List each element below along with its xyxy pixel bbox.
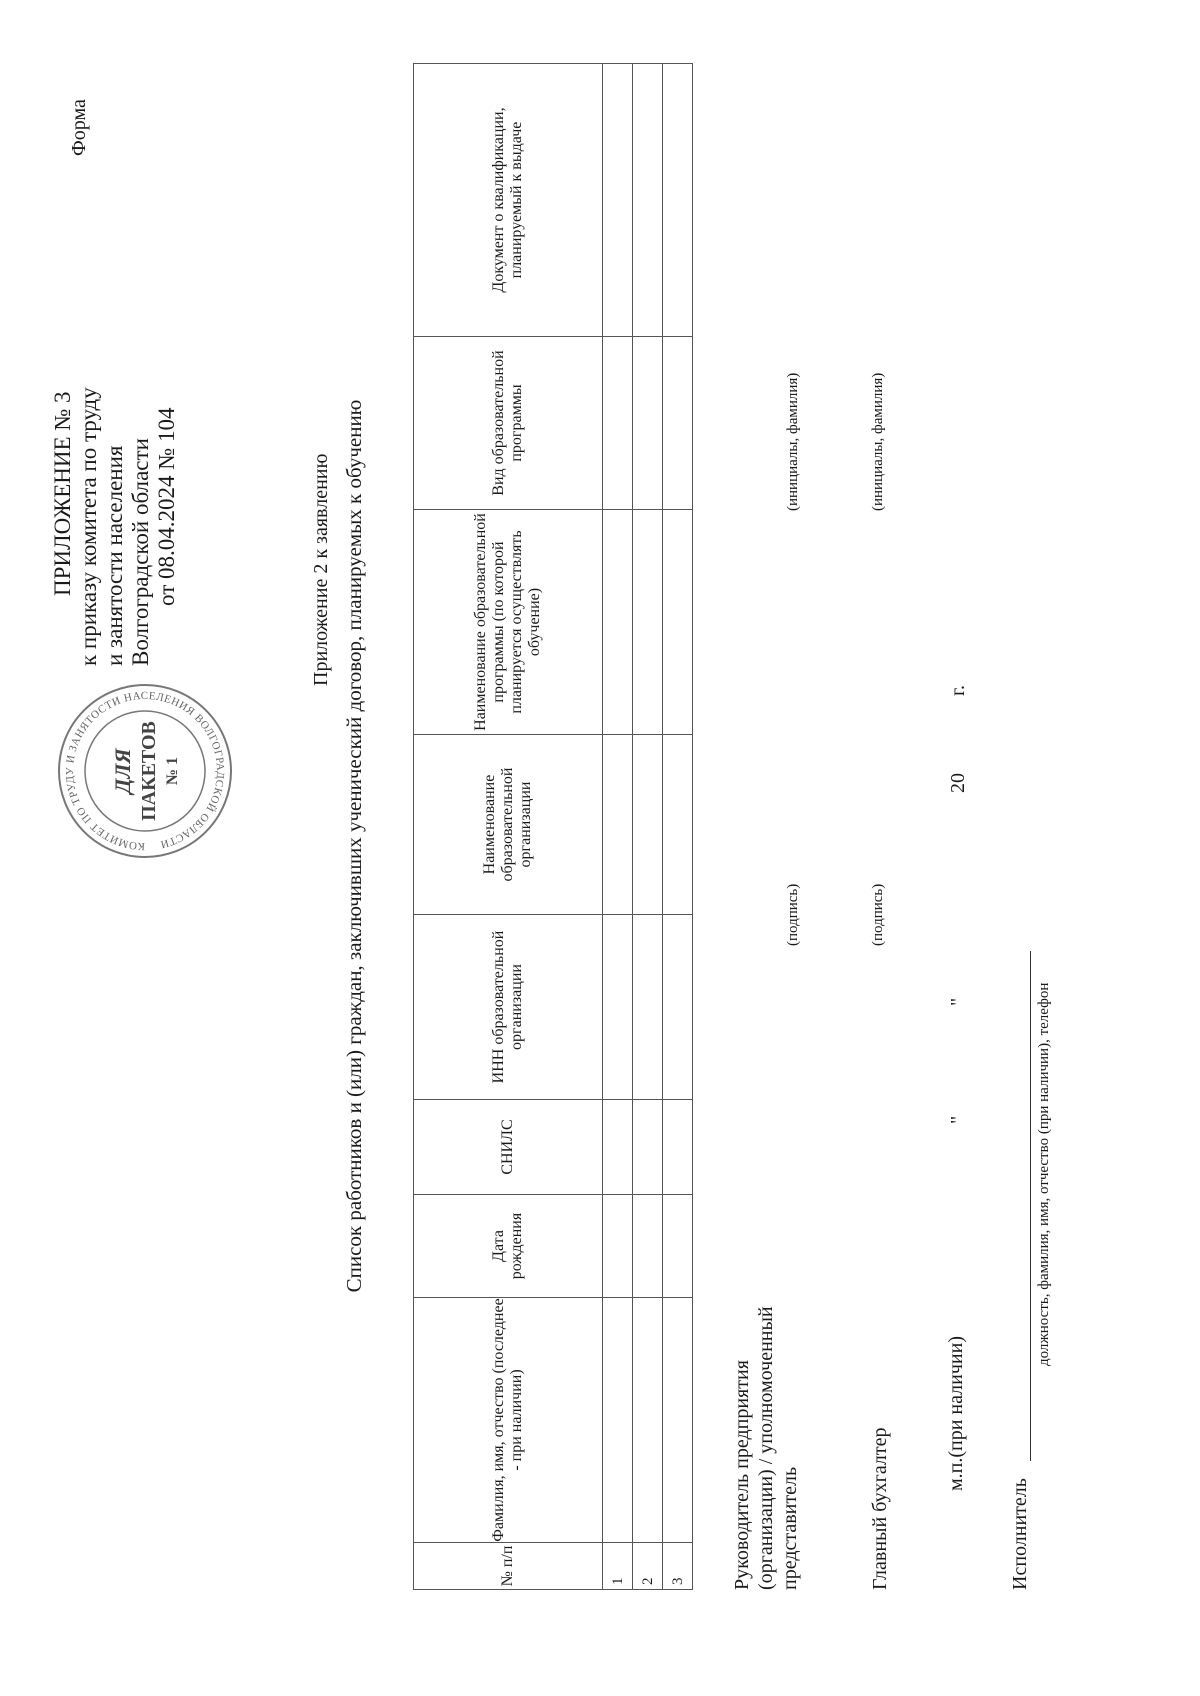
date-quote-close: " — [947, 997, 969, 1006]
col-header-org-name: Наименование образовательной организации — [414, 735, 603, 915]
head-signatory-label — [730, 1170, 802, 1590]
employees-table — [413, 63, 693, 1590]
date-quote-open: " — [947, 1115, 969, 1124]
col-header-program-type: Вид образовательной программы — [414, 337, 603, 510]
col-header-qualification-doc: Документ о квалификации, планируемый к выдаче — [414, 64, 603, 337]
stamp-ring-text: КОМИТЕТ ПО ТРУДУ И ЗАНЯТОСТИ НАСЕЛЕНИЯ ВОЛГОГРАДСКОЙ ОБЛАСТИ — [63, 689, 227, 853]
form-label: Форма — [68, 99, 90, 156]
table-cell — [663, 735, 693, 915]
col-header-program-name: Наименование образовательной программы (по которой планируется осуществлять обучение) — [414, 510, 603, 735]
order-line-4: Волгоградской области — [128, 438, 153, 666]
row-number: 2 — [633, 1543, 663, 1590]
order-line-2: к приказу комитета по труду — [76, 387, 101, 666]
table-cell — [633, 735, 663, 915]
row-number: 3 — [663, 1543, 693, 1590]
table-cell — [603, 1195, 633, 1298]
table-cell — [633, 1100, 663, 1195]
table-header-row — [414, 64, 603, 1590]
executor-line — [1030, 951, 1031, 1461]
head-label-line2: (организации) / уполномоченный — [755, 1306, 777, 1590]
document-title: Список работников и (или) граждан, заключивших ученический договор, планируемых к обучению — [342, 399, 366, 1293]
table-cell — [663, 64, 693, 337]
executor-caption: должность, фамилия, имя, отчество (при наличии), телефон — [1036, 982, 1052, 1366]
table-cell — [633, 915, 663, 1100]
col-header-fullname: Фамилия, имя, отчество (последнее - при наличии) — [414, 1298, 603, 1543]
head-initials-caption: (инициалы, фамилия) — [785, 372, 801, 511]
date-suffix: г. — [947, 685, 969, 696]
table-cell — [663, 915, 693, 1100]
table-cell — [663, 1195, 693, 1298]
row-number: 1 — [603, 1543, 633, 1590]
col-header-number: № п/п — [414, 1543, 603, 1590]
appendix-number: ПРИЛОЖЕНИЕ № 3 — [50, 391, 75, 596]
table-cell — [663, 1298, 693, 1543]
date-year: 20 — [947, 773, 969, 793]
stamp-center-line1: ДЛЯ — [110, 748, 135, 794]
table-cell — [603, 735, 633, 915]
table-cell — [603, 64, 633, 337]
order-date-number: от 08.04.2024 № 104 — [154, 407, 179, 606]
stamp-seal-icon — [55, 681, 235, 861]
table-cell — [633, 510, 663, 735]
accountant-label: Главный бухгалтер — [869, 1427, 891, 1590]
table-cell — [663, 1100, 693, 1195]
table-row — [603, 64, 633, 1590]
accountant-signature-caption: (подпись) — [870, 883, 886, 946]
accountant-initials-caption: (инициалы, фамилия) — [870, 372, 886, 511]
col-header-inn: ИНН образовательной организации — [414, 915, 603, 1100]
order-reference-block — [50, 246, 180, 666]
table-cell — [633, 64, 663, 337]
stamp-center-line2: ПАКЕТОВ — [138, 721, 160, 821]
table-cell — [603, 510, 633, 735]
appendix-to-application: Приложение 2 к заявлению — [310, 453, 332, 686]
table-cell — [603, 915, 633, 1100]
table-row — [633, 64, 663, 1590]
executor-label: Исполнитель — [1009, 1478, 1031, 1590]
table-cell — [633, 1195, 663, 1298]
col-header-snils: СНИЛС — [414, 1100, 603, 1195]
head-label-line3: представитель — [779, 1466, 801, 1590]
table-cell — [603, 1298, 633, 1543]
table-cell — [663, 337, 693, 510]
table-cell — [603, 1100, 633, 1195]
order-line-3: и занятости населения — [102, 445, 127, 666]
table-cell — [633, 337, 663, 510]
table-cell — [663, 510, 693, 735]
official-stamp — [55, 681, 235, 861]
table-row — [663, 64, 693, 1590]
table-cell — [633, 1298, 663, 1543]
head-signature-caption: (подпись) — [785, 883, 801, 946]
head-label-line1: Руководитель предприятия — [731, 1360, 753, 1590]
col-header-birthdate: Дата рождения — [414, 1195, 603, 1298]
seal-label: м.п.(при наличии) — [945, 1336, 967, 1491]
table-cell — [603, 337, 633, 510]
stamp-center-line3: № 1 — [164, 756, 181, 786]
